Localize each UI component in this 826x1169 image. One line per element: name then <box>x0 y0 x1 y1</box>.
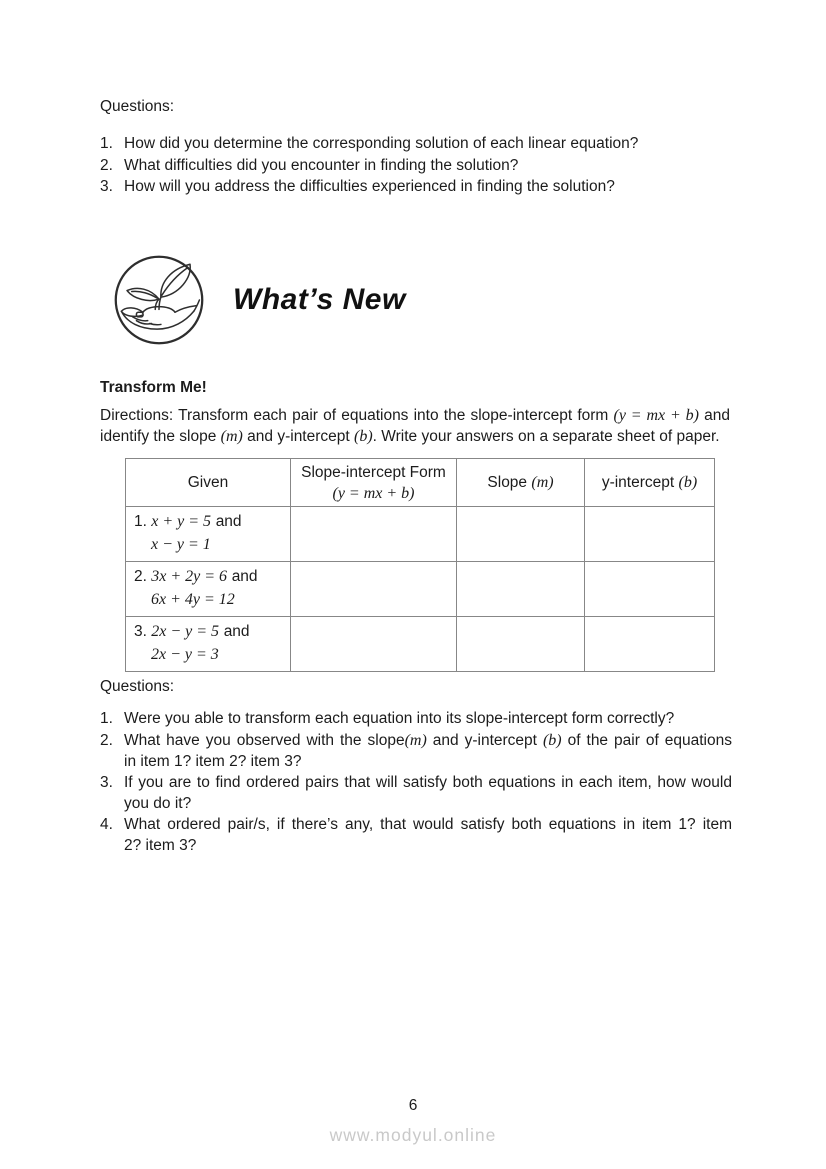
and-word: and <box>231 568 258 585</box>
math-expression: 6x + 4y = 12 <box>151 591 235 608</box>
question-item <box>100 772 732 814</box>
question-number: 2. <box>100 731 113 749</box>
question-text <box>124 708 732 730</box>
question-item <box>100 814 732 856</box>
answer-cell <box>585 562 715 617</box>
directions-line-1 <box>100 405 730 426</box>
question-number: 1. <box>100 710 113 727</box>
question-number: 4. <box>100 815 113 833</box>
table-header-slope-intercept-form <box>291 459 457 507</box>
hand-holding-seedling-icon <box>112 253 206 347</box>
math-expression: x − y = 1 <box>151 536 211 553</box>
question-number: 3. <box>100 773 113 791</box>
whats-new-title: What’s New <box>233 283 406 316</box>
whats-new-banner <box>112 253 406 347</box>
watermark: www.modyul.online <box>329 1125 497 1145</box>
equation-line <box>134 565 284 588</box>
question-text: What difficulties did you encounter in finding the solution? <box>124 156 519 174</box>
math-expression: (m) <box>220 428 243 445</box>
row-number: 2. <box>134 568 147 585</box>
header-text: Slope-intercept Form <box>301 463 446 481</box>
header-text: y-intercept <box>601 474 679 491</box>
directions-text: Directions: Transform each pair of equations into the slope-intercept form <box>100 407 614 424</box>
given-cell <box>126 617 291 672</box>
answer-cell <box>291 507 457 562</box>
table-row <box>126 617 715 672</box>
table-row <box>126 507 715 562</box>
question-line: What ordered pair/s, if there’s any, that would satisfy both equations in item 1? item <box>124 815 732 833</box>
questions-bottom-section <box>100 676 732 856</box>
questions-top-heading: Questions: <box>100 98 175 115</box>
question-fragment: What have you observed with the slope <box>124 731 405 749</box>
equation-line <box>134 533 284 556</box>
header-text: Slope <box>487 474 532 491</box>
question-fragment: of the pair of equations <box>561 731 732 749</box>
transform-table <box>125 458 715 672</box>
question-item <box>100 155 730 177</box>
questions-bottom-list <box>100 708 732 856</box>
question-number: 1. <box>100 135 113 152</box>
question-text: How did you determine the corresponding solution of each linear equation? <box>124 135 639 152</box>
given-cell <box>126 507 291 562</box>
and-word: and <box>215 513 242 530</box>
answer-cell <box>457 617 585 672</box>
question-number: 3. <box>100 178 113 195</box>
math-expression: (b) <box>354 428 373 445</box>
question-item <box>100 133 730 155</box>
answer-cell <box>585 507 715 562</box>
math-expression: 2x − y = 3 <box>151 646 219 663</box>
directions-text: identify the slope <box>100 428 221 445</box>
math-expression: (y = mx + b) <box>613 407 699 424</box>
table-header-y-intercept <box>585 459 715 507</box>
question-text <box>124 814 732 856</box>
question-line: in item 1? item 2? item 3? <box>124 752 302 770</box>
question-item <box>100 708 732 730</box>
questions-top-section <box>100 96 730 198</box>
math-expression: (y = mx + b) <box>332 484 415 502</box>
row-number: 3. <box>134 623 147 640</box>
math-expression: 2x − y = 5 <box>151 623 220 640</box>
directions-text: . Write your answers on a separate sheet of paper. <box>372 428 720 445</box>
question-line: Were you able to transform each equation into its slope-intercept form correctly? <box>124 710 675 727</box>
equation-line <box>134 510 284 533</box>
directions-text: and <box>698 407 730 424</box>
activity-title: Transform Me! <box>100 379 207 396</box>
answer-cell <box>457 507 585 562</box>
table-header-given: Given <box>126 459 291 507</box>
given-cell <box>126 562 291 617</box>
question-item <box>100 176 730 198</box>
question-item <box>100 730 732 772</box>
question-text <box>124 730 732 772</box>
page-number: 6 <box>408 1097 418 1114</box>
math-expression: x + y = 5 <box>151 513 212 530</box>
questions-bottom-heading: Questions: <box>100 678 175 695</box>
answer-cell <box>457 562 585 617</box>
question-line: you do it? <box>124 794 192 812</box>
question-text: How will you address the difficulties experienced in finding the solution? <box>124 178 615 195</box>
question-fragment: and y-intercept <box>426 731 543 749</box>
math-expression: (m) <box>531 474 554 491</box>
table-row <box>126 562 715 617</box>
questions-top-list <box>100 133 730 198</box>
question-number: 2. <box>100 156 113 174</box>
math-expression: (b) <box>678 474 698 491</box>
equation-line <box>134 588 284 611</box>
directions-paragraph <box>100 405 730 447</box>
answer-cell <box>291 617 457 672</box>
equation-line <box>134 620 284 643</box>
table-header-row <box>126 459 715 507</box>
math-expression: (b) <box>542 731 562 749</box>
answer-cell <box>291 562 457 617</box>
answer-cell <box>585 617 715 672</box>
equation-line <box>134 643 284 666</box>
math-expression: 3x + 2y = 6 <box>151 568 228 585</box>
directions-text: and y-intercept <box>242 428 355 445</box>
question-line <box>124 730 732 751</box>
row-number: 1. <box>134 513 147 530</box>
question-line: If you are to find ordered pairs that will satisfy both equations in each item, how would <box>124 773 732 791</box>
and-word: and <box>223 623 250 640</box>
math-expression: (m) <box>404 731 427 749</box>
directions-line-2 <box>100 426 730 447</box>
table-header-slope <box>457 459 585 507</box>
question-text <box>124 772 732 814</box>
question-line: 2? item 3? <box>124 836 197 854</box>
